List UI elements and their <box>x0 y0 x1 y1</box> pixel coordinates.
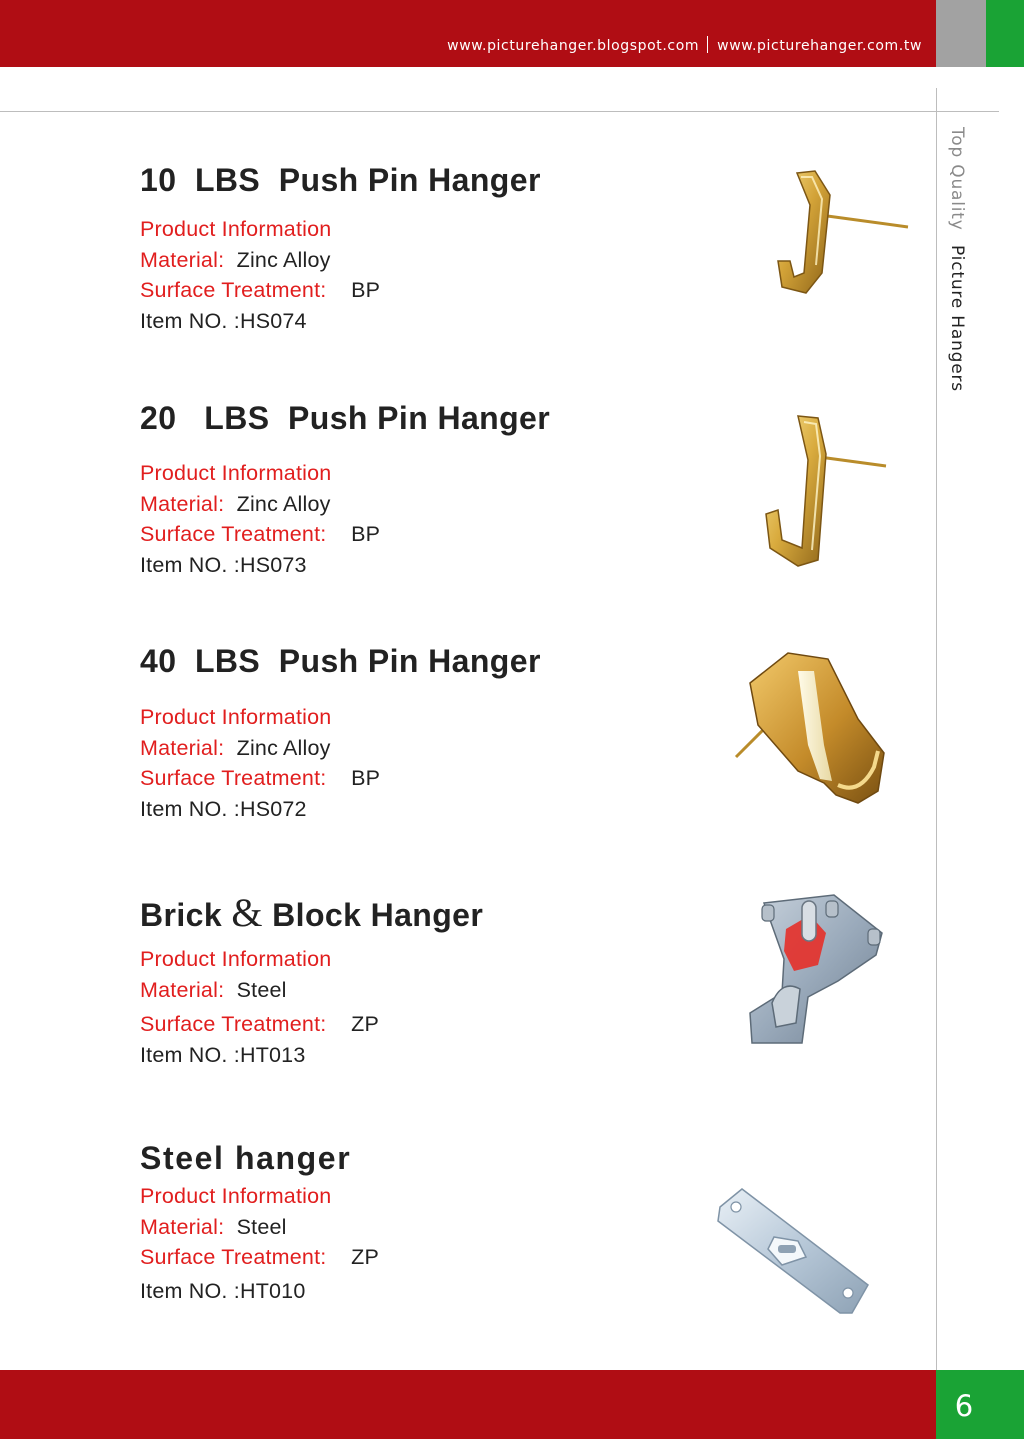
surface-value: ZP <box>351 1012 380 1037</box>
material-row <box>140 1212 379 1243</box>
side-top-quality: Top Quality <box>947 127 967 231</box>
steel-plate-hanger-icon <box>712 1185 877 1320</box>
material-value: Steel <box>236 1214 287 1239</box>
surface-row <box>140 1242 379 1273</box>
product-info-label: Product Information <box>140 216 332 241</box>
item-label: Item NO. : <box>140 1043 240 1068</box>
product-hs072 <box>140 643 541 825</box>
material-label: Material: <box>140 735 225 760</box>
material-label: Material: <box>140 977 225 1002</box>
surface-value: BP <box>351 522 381 547</box>
item-value: HS073 <box>239 552 307 577</box>
item-row <box>140 1040 483 1071</box>
brick-block-hanger-icon <box>742 893 892 1053</box>
surface-label: Surface Treatment: <box>140 766 327 791</box>
surface-value: ZP <box>351 1245 380 1270</box>
item-label: Item NO. : <box>140 1278 240 1303</box>
material-label: Material: <box>140 1214 225 1239</box>
header-green-block <box>986 0 1024 67</box>
material-value: Zinc Alloy <box>236 247 331 272</box>
surface-row <box>140 763 541 794</box>
product-hs073 <box>140 400 550 581</box>
product-title: 40 LBS Push Pin Hanger <box>140 643 541 679</box>
material-row <box>140 733 541 764</box>
item-label: Item NO. : <box>140 552 240 577</box>
surface-value: BP <box>351 766 381 791</box>
item-value: HT013 <box>239 1043 306 1068</box>
item-value: HT010 <box>239 1278 306 1303</box>
item-row <box>140 550 550 581</box>
brass-push-pin-hanger-icon <box>760 165 920 305</box>
title-ampersand: & <box>231 890 263 935</box>
material-row <box>140 245 541 276</box>
material-row <box>140 489 550 520</box>
page-number: 6 <box>954 1389 974 1423</box>
title-part1: Brick <box>140 897 232 933</box>
product-info-label: Product Information <box>140 947 332 971</box>
side-caption <box>947 127 967 392</box>
item-value: HS074 <box>239 308 307 333</box>
material-value: Steel <box>236 977 287 1002</box>
blog-link[interactable]: www.picturehanger.blogspot.com <box>447 38 700 54</box>
surface-row <box>140 1009 483 1040</box>
product-info-label: Product Information <box>140 460 332 485</box>
surface-label: Surface Treatment: <box>140 1012 327 1037</box>
product-hs074 <box>140 162 541 337</box>
surface-label: Surface Treatment: <box>140 522 327 547</box>
header-links <box>447 36 922 54</box>
item-label: Item NO. : <box>140 308 240 333</box>
horizontal-rule <box>0 111 999 112</box>
product-info-label: Product Information <box>140 1183 332 1208</box>
surface-value: BP <box>351 278 381 303</box>
product-ht010 <box>140 1140 379 1307</box>
surface-row <box>140 275 541 306</box>
item-row <box>140 306 541 337</box>
material-value: Zinc Alloy <box>236 491 331 516</box>
surface-label: Surface Treatment: <box>140 278 327 303</box>
item-row <box>140 1276 379 1307</box>
item-label: Item NO. : <box>140 796 240 821</box>
side-category: Picture Hangers <box>947 244 967 392</box>
material-label: Material: <box>140 247 225 272</box>
product-ht013 <box>140 890 483 1071</box>
product-title: Steel hanger <box>140 1140 352 1176</box>
brass-push-pin-hanger-icon <box>752 410 902 575</box>
material-row <box>140 975 483 1006</box>
product-title: 10 LBS Push Pin Hanger <box>140 162 541 198</box>
material-value: Zinc Alloy <box>236 735 331 760</box>
product-title: 20 LBS Push Pin Hanger <box>140 400 551 436</box>
item-value: HS072 <box>239 796 307 821</box>
title-part2: Block Hanger <box>262 897 484 933</box>
footer-banner <box>0 1370 936 1439</box>
product-title <box>140 890 483 936</box>
brass-push-pin-hanger-icon <box>728 645 893 810</box>
link-divider <box>707 36 708 53</box>
vertical-rule <box>936 88 937 1370</box>
website-link[interactable]: www.picturehanger.com.tw <box>717 38 922 54</box>
header-banner <box>0 0 936 67</box>
surface-label: Surface Treatment: <box>140 1245 327 1270</box>
product-info-label: Product Information <box>140 704 332 729</box>
material-label: Material: <box>140 491 225 516</box>
header-gray-block <box>936 0 986 67</box>
item-row <box>140 794 541 825</box>
surface-row <box>140 519 550 550</box>
